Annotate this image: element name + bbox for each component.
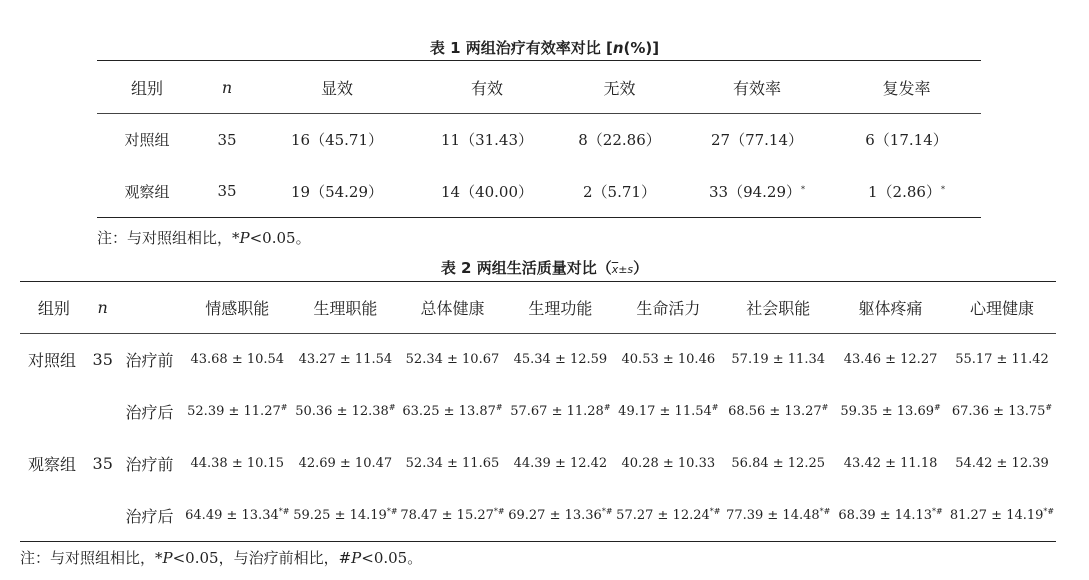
significance-mark: # bbox=[603, 403, 611, 412]
table2-note-text-2: <0.05，与治疗前相比，# bbox=[172, 549, 352, 567]
efficacy-table bbox=[97, 60, 981, 218]
table-row bbox=[97, 166, 981, 218]
cell-value: 6（17.14） bbox=[865, 131, 948, 150]
cell-value: 81.27 ± 14.19 bbox=[949, 507, 1044, 523]
n-cell: 35 bbox=[217, 182, 237, 201]
cell-value: 50.36 ± 12.38 bbox=[295, 404, 389, 419]
cell-value: 43.68 ± 10.54 bbox=[190, 352, 285, 368]
cell-value: 52.39 ± 11.27 bbox=[187, 404, 281, 419]
cell-value: 42.69 ± 10.47 bbox=[298, 456, 393, 471]
header-cell: 躯体疼痛 bbox=[833, 282, 948, 334]
table2-caption-xbar: $\overline{x}$ bbox=[611, 263, 619, 276]
data-cell bbox=[833, 386, 948, 438]
cell-value: 69.27 ± 13.36 bbox=[508, 507, 602, 523]
table2-caption-pm: ±s bbox=[618, 263, 634, 276]
header-cell: 有效率 bbox=[682, 61, 832, 114]
group-cell bbox=[20, 386, 88, 438]
significance-mark: # bbox=[388, 403, 396, 412]
header-cell: 生理职能 bbox=[293, 282, 397, 334]
cell-value: 68.39 ± 14.13 bbox=[838, 507, 932, 523]
data-cell bbox=[181, 386, 293, 438]
data-cell bbox=[723, 438, 833, 490]
data-cell bbox=[181, 334, 293, 386]
significance-mark: *# bbox=[278, 506, 290, 516]
cell-value: 59.25 ± 14.19 bbox=[293, 507, 387, 523]
data-cell bbox=[398, 386, 508, 438]
table2-note-p: P bbox=[162, 549, 173, 567]
cell-value: 27（77.14） bbox=[710, 131, 804, 150]
cell-value: 11（31.43） bbox=[440, 131, 534, 150]
time-cell: 治疗后 bbox=[125, 403, 174, 422]
cell-value: 33（94.29） bbox=[708, 182, 802, 201]
data-cell bbox=[257, 114, 417, 166]
data-cell bbox=[723, 490, 833, 542]
data-cell bbox=[507, 438, 613, 490]
table1-caption bbox=[0, 37, 1089, 58]
significance-mark: # bbox=[280, 403, 288, 412]
significance-mark: # bbox=[934, 403, 941, 412]
data-cell bbox=[832, 166, 981, 218]
time-cell: 治疗前 bbox=[125, 455, 174, 474]
data-cell bbox=[398, 334, 508, 386]
table2-note-text: 注：与对照组相比，* bbox=[20, 549, 163, 567]
group-cell: 对照组 bbox=[28, 351, 77, 371]
data-cell bbox=[507, 490, 613, 542]
data-cell bbox=[613, 334, 723, 386]
table2-caption-suffix: ） bbox=[633, 259, 649, 277]
significance-mark: *# bbox=[1043, 506, 1055, 516]
cell-value: 40.53 ± 10.46 bbox=[621, 352, 716, 368]
cell-value: 52.34 ± 11.65 bbox=[405, 456, 500, 471]
cell-value: 43.42 ± 11.18 bbox=[843, 456, 938, 471]
data-cell bbox=[507, 386, 613, 438]
data-cell bbox=[417, 166, 557, 218]
header-cell: 总体健康 bbox=[398, 282, 508, 334]
significance-mark: # bbox=[821, 403, 829, 412]
n-cell: 35 bbox=[92, 454, 113, 473]
data-cell bbox=[507, 334, 613, 386]
table-header-row bbox=[20, 282, 1056, 334]
table-header-row bbox=[97, 61, 981, 114]
cell-value: 63.25 ± 13.87 bbox=[402, 404, 496, 419]
data-cell bbox=[948, 386, 1056, 438]
header-cell: 有效 bbox=[417, 61, 557, 114]
cell-value: 44.38 ± 10.15 bbox=[190, 456, 285, 471]
time-cell: 治疗前 bbox=[125, 351, 174, 371]
significance-mark: * bbox=[801, 184, 806, 194]
table-row bbox=[20, 386, 1056, 438]
significance-mark: # bbox=[495, 403, 503, 412]
table1-note-suffix: <0.05。 bbox=[249, 229, 311, 247]
data-cell bbox=[293, 334, 397, 386]
data-cell bbox=[948, 334, 1056, 386]
cell-value: 56.84 ± 12.25 bbox=[731, 456, 825, 471]
cell-value: 64.49 ± 13.34 bbox=[185, 507, 279, 523]
table1-note-text: 注：与对照组相比，* bbox=[97, 229, 240, 247]
data-cell bbox=[613, 438, 723, 490]
cell-value: 19（54.29） bbox=[290, 182, 384, 201]
header-cell: 组别 bbox=[20, 282, 88, 334]
cell-value: 14（40.00） bbox=[440, 182, 534, 201]
header-cell: n bbox=[197, 61, 257, 114]
data-cell bbox=[613, 386, 723, 438]
cell-value: 57.19 ± 11.34 bbox=[731, 352, 825, 368]
data-cell bbox=[682, 166, 832, 218]
group-cell bbox=[20, 490, 88, 542]
cell-value: 43.46 ± 12.27 bbox=[843, 352, 938, 368]
significance-mark: # bbox=[1045, 403, 1053, 412]
data-cell bbox=[833, 490, 948, 542]
cell-value: 52.34 ± 10.67 bbox=[405, 352, 500, 368]
data-cell bbox=[682, 114, 832, 166]
data-cell bbox=[723, 386, 833, 438]
time-cell: 治疗后 bbox=[125, 506, 174, 526]
header-cell: 生命活力 bbox=[613, 282, 723, 334]
cell-value: 68.56 ± 13.27 bbox=[728, 404, 822, 419]
data-cell bbox=[293, 386, 397, 438]
significance-mark: *# bbox=[493, 506, 505, 516]
cell-value: 8（22.86） bbox=[578, 131, 661, 150]
cell-value: 45.34 ± 12.59 bbox=[513, 352, 608, 368]
group-cell: 观察组 bbox=[28, 455, 77, 474]
data-cell bbox=[293, 490, 397, 542]
n-cell bbox=[88, 386, 118, 438]
table-row bbox=[20, 334, 1056, 386]
cell-value: 2（5.71） bbox=[583, 182, 656, 201]
cell-value: 55.17 ± 11.42 bbox=[955, 352, 1049, 368]
data-cell bbox=[557, 114, 682, 166]
header-cell bbox=[118, 282, 182, 334]
table2-caption-text: 表 2 两组生活质量对比（ bbox=[440, 259, 612, 277]
quality-of-life-table bbox=[20, 281, 1056, 542]
header-cell: 组别 bbox=[97, 61, 197, 114]
table-row bbox=[97, 114, 981, 166]
header-cell: 生理功能 bbox=[507, 282, 613, 334]
data-cell bbox=[417, 114, 557, 166]
table-row bbox=[20, 438, 1056, 490]
cell-value: 43.27 ± 11.54 bbox=[298, 352, 393, 368]
header-cell: n bbox=[88, 282, 118, 334]
cell-value: 59.35 ± 13.69 bbox=[840, 404, 934, 419]
data-cell bbox=[181, 490, 293, 542]
cell-value: 54.42 ± 12.39 bbox=[955, 456, 1049, 471]
significance-mark: *# bbox=[709, 506, 721, 516]
data-cell bbox=[833, 438, 948, 490]
significance-mark: *# bbox=[819, 506, 831, 516]
cell-value: 57.67 ± 11.28 bbox=[510, 404, 604, 419]
table2-note bbox=[20, 547, 422, 568]
header-cell: 显效 bbox=[257, 61, 417, 114]
table1-note bbox=[97, 227, 311, 248]
header-cell: 情感职能 bbox=[181, 282, 293, 334]
header-cell: 社会职能 bbox=[723, 282, 833, 334]
data-cell bbox=[948, 438, 1056, 490]
table2-note-p-2: P bbox=[351, 549, 362, 567]
table2-note-suffix: <0.05。 bbox=[361, 549, 423, 567]
group-cell: 对照组 bbox=[124, 131, 170, 150]
data-cell bbox=[723, 334, 833, 386]
data-cell bbox=[613, 490, 723, 542]
data-cell bbox=[181, 438, 293, 490]
data-cell bbox=[293, 438, 397, 490]
significance-mark: # bbox=[711, 403, 719, 412]
table1-caption-suffix: (%)] bbox=[623, 39, 660, 57]
cell-value: 1（2.86） bbox=[868, 182, 941, 201]
data-cell bbox=[398, 438, 508, 490]
table2-caption bbox=[0, 257, 1089, 278]
significance-mark: *# bbox=[386, 506, 398, 516]
cell-value: 57.27 ± 12.24 bbox=[616, 507, 710, 523]
n-cell: 35 bbox=[92, 350, 113, 370]
data-cell bbox=[832, 114, 981, 166]
table1-caption-n: n bbox=[612, 39, 624, 57]
cell-value: 78.47 ± 15.27 bbox=[400, 507, 494, 523]
cell-value: 40.28 ± 10.33 bbox=[621, 456, 716, 471]
n-cell bbox=[88, 490, 118, 542]
data-cell bbox=[557, 166, 682, 218]
data-cell bbox=[833, 334, 948, 386]
cell-value: 16（45.71） bbox=[290, 131, 384, 150]
table-row bbox=[20, 490, 1056, 542]
header-cell: 复发率 bbox=[832, 61, 981, 114]
significance-mark: *# bbox=[601, 506, 613, 516]
data-cell bbox=[257, 166, 417, 218]
cell-value: 49.17 ± 11.54 bbox=[618, 404, 712, 419]
cell-value: 77.39 ± 14.48 bbox=[726, 507, 820, 523]
cell-value: 67.36 ± 13.75 bbox=[951, 404, 1046, 419]
table1-note-p: P bbox=[239, 229, 250, 247]
significance-mark: *# bbox=[932, 506, 943, 516]
significance-mark: * bbox=[940, 184, 945, 194]
group-cell: 观察组 bbox=[124, 182, 170, 201]
cell-value: 44.39 ± 12.42 bbox=[513, 456, 608, 471]
table1-caption-text: 表 1 两组治疗有效率对比 [ bbox=[429, 39, 613, 57]
header-cell: 无效 bbox=[557, 61, 682, 114]
data-cell bbox=[948, 490, 1056, 542]
header-cell: 心理健康 bbox=[948, 282, 1056, 334]
n-cell: 35 bbox=[217, 130, 237, 149]
data-cell bbox=[398, 490, 508, 542]
